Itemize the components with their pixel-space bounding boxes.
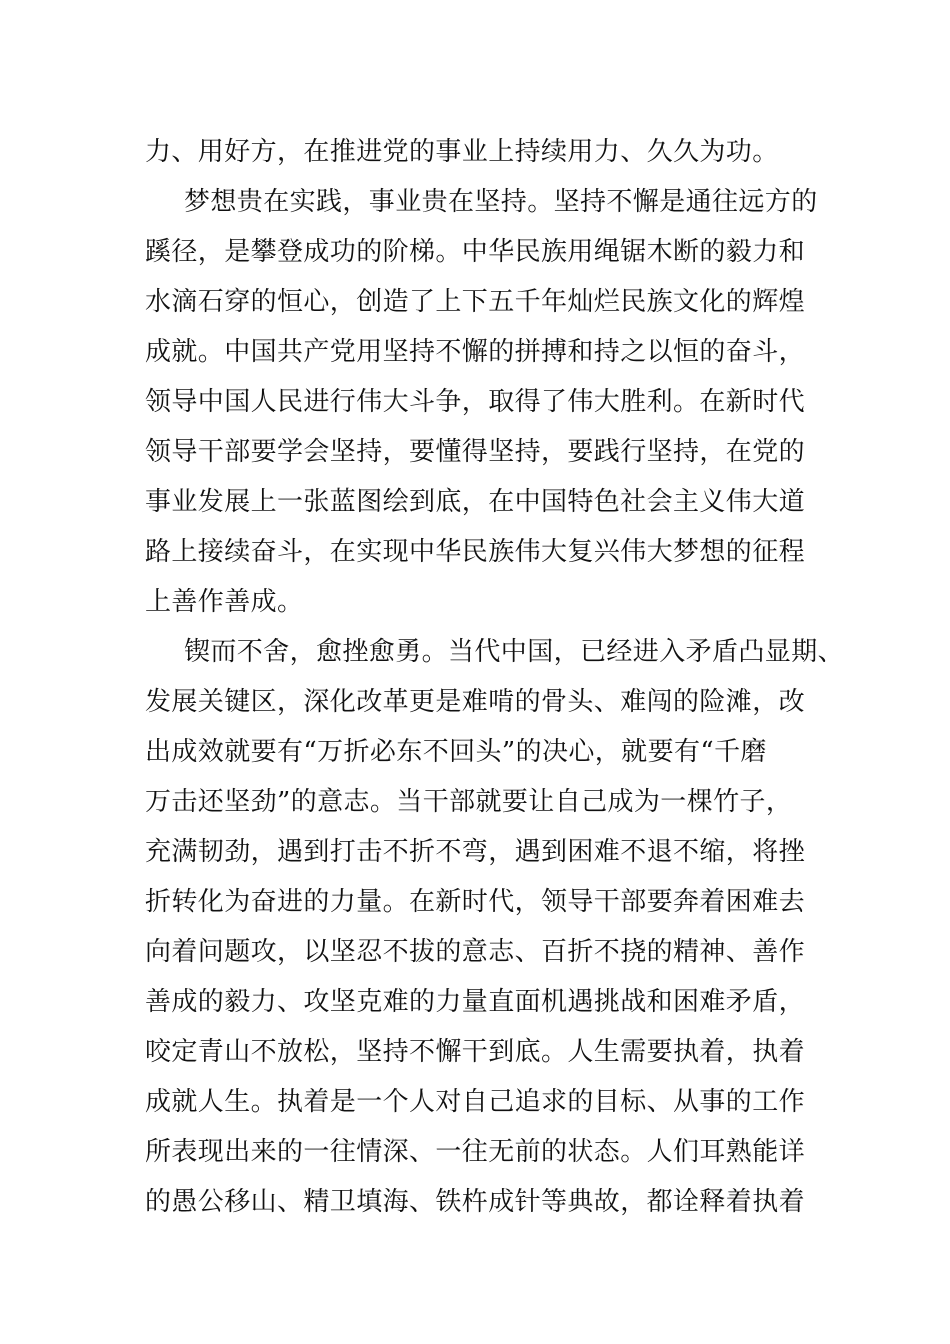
text-line: 善成的毅力、攻坚克难的力量直面机遇挑战和困难矛盾， [145, 987, 806, 1017]
paragraph-start-line: 锲而不舍，愈挫愈勇。当代中国，已经进入矛盾凸显期、 [184, 637, 845, 667]
text-line: 充满韧劲，遇到打击不折不弯，遇到困难不退不缩，将挫 [145, 837, 806, 867]
text-line: 出成效就要有“万折必东不回头”的决心，就要有“千磨 [145, 737, 767, 767]
text-line: 咬定青山不放松，坚持不懈干到底。人生需要执着，执着 [145, 1037, 806, 1067]
text-line: 领导中国人民进行伟大斗争，取得了伟大胜利。在新时代 [145, 387, 806, 417]
text-line: 成就人生。执着是一个人对自己追求的目标、从事的工作 [145, 1087, 806, 1117]
text-line: 上善作善成。 [145, 587, 304, 617]
text-line: 的愚公移山、精卫填海、铁杵成针等典故，都诠释着执着 [145, 1187, 806, 1217]
text-line: 万击还坚劲”的意志。当干部就要让自己成为一棵竹子， [145, 787, 793, 817]
text-line: 领导干部要学会坚持，要懂得坚持，要践行坚持，在党的 [145, 437, 806, 467]
text-line: 事业发展上一张蓝图绘到底，在中国特色社会主义伟大道 [145, 487, 806, 517]
text-line: 成就。中国共产党用坚持不懈的拼搏和持之以恒的奋斗， [145, 337, 806, 367]
text-line: 折转化为奋进的力量。在新时代，领导干部要奔着困难去 [145, 887, 806, 917]
text-line: 力、用好方，在推进党的事业上持续用力、久久为功。 [145, 137, 779, 167]
text-line: 水滴石穿的恒心，创造了上下五千年灿烂民族文化的辉煌 [145, 287, 806, 317]
text-line: 所表现出来的一往情深、一往无前的状态。人们耳熟能详 [145, 1137, 806, 1167]
paragraph-start-line: 梦想贵在实践，事业贵在坚持。坚持不懈是通往远方的 [184, 187, 818, 217]
text-line: 发展关键区，深化改革更是难啃的骨头、难闯的险滩，改 [145, 687, 806, 717]
text-line: 蹊径，是攀登成功的阶梯。中华民族用绳锯木断的毅力和 [145, 237, 806, 267]
text-line: 向着问题攻，以坚忍不拔的意志、百折不挠的精神、善作 [145, 937, 806, 967]
text-line: 路上接续奋斗，在实现中华民族伟大复兴伟大梦想的征程 [145, 537, 806, 567]
